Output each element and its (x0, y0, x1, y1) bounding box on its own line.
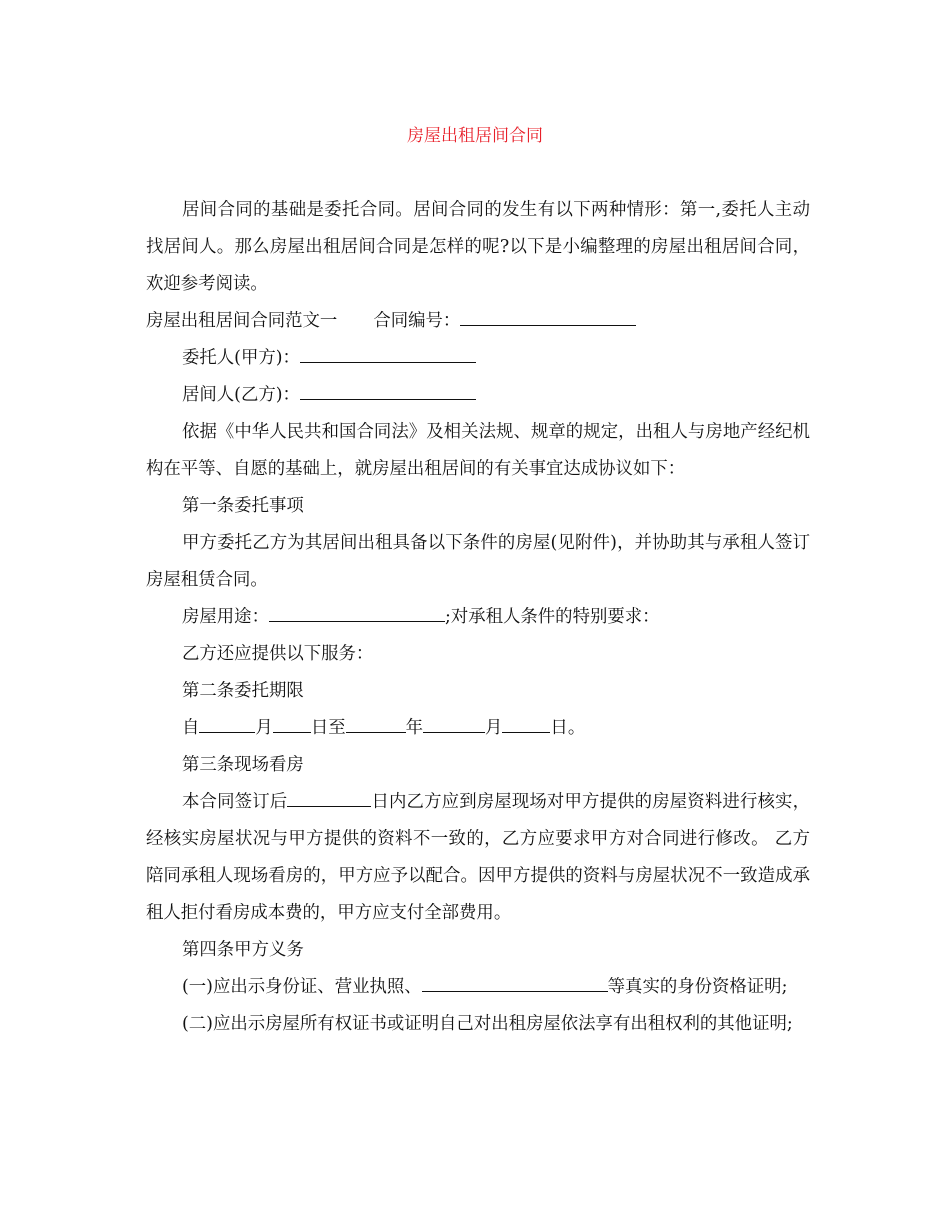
client-line (146, 340, 810, 377)
period-month-1: 月 (255, 718, 273, 738)
article-4-item-1 (146, 969, 810, 1006)
document-body (146, 192, 810, 1043)
period-blank-1 (199, 715, 255, 733)
usage-line (146, 599, 810, 636)
intro-paragraph: 居间合同的基础是委托合同。居间合同的发生有以下两种情形：第一,委托人主动找居间人。那么房屋出租居间合同是怎样的呢?以下是小编整理的房屋出租居间合同，欢迎参考阅读。 (146, 200, 810, 294)
period-blank-3 (346, 715, 406, 733)
period-month-2: 月 (485, 718, 503, 738)
article-3-heading: 第三条现场看房 (182, 755, 304, 775)
article-3-pre: 本合同签订后 (182, 792, 288, 812)
article-1-heading: 第一条委托事项 (182, 496, 304, 516)
period-line (146, 710, 810, 747)
period-blank-4 (423, 715, 485, 733)
contract-no-blank (460, 308, 636, 326)
services-line: 乙方还应提供以下服务： (182, 644, 374, 664)
article-4-item-2: (二)应出示房屋所有权证书或证明自己对出租房屋依法享有出租权利的其他证明; (182, 1014, 793, 1034)
broker-blank (300, 382, 476, 400)
usage-blank (269, 604, 445, 622)
article-3-blank (287, 789, 371, 807)
article-2-heading: 第二条委托期限 (182, 681, 304, 701)
document-title: 房屋出租居间合同 (407, 126, 543, 146)
article-1-text: 甲方委托乙方为其居间出租具备以下条件的房屋(见附件)，并协助其与承租人签订房屋租赁合同。 (146, 533, 810, 590)
broker-label: 居间人(乙方)： (182, 385, 300, 405)
article-4-heading: 第四条甲方义务 (182, 940, 304, 960)
contract-no-label: 合同编号： (373, 311, 461, 331)
usage-rest: ;对承租人条件的特别要求： (444, 607, 660, 627)
period-blank-2 (273, 715, 311, 733)
article-3-text (146, 784, 810, 932)
sample-title: 房屋出租居间合同范文一 (146, 311, 338, 331)
article-3-post: 日内乙方应到房屋现场对甲方提供的房屋资料进行核实，经核实房屋状况与甲方提供的资料不一致的，乙方应要求甲方对合同进行修改。 乙方陪同承租人现场看房的，甲方应予以配合。因甲方提供的资料与房屋状况不一致造成承租人拒付看房成本费的，甲方应支付全部费用。 (146, 792, 810, 923)
basis-paragraph: 依据《中华人民共和国合同法》及相关法规、规章的规定，出租人与房地产经纪机构在平等、自愿的基础上，就房屋出租居间的有关事宜达成协议如下： (146, 422, 810, 479)
client-blank (300, 345, 476, 363)
period-day-1: 日至 (310, 718, 346, 738)
usage-label: 房屋用途： (182, 607, 269, 627)
article-4-item-1-post: 等真实的身份资格证明; (607, 977, 788, 997)
client-label: 委托人(甲方)： (182, 348, 300, 368)
period-from: 自 (182, 718, 200, 738)
period-blank-5 (502, 715, 550, 733)
sample-heading-line (146, 303, 810, 340)
article-4-item-1-blank (422, 974, 608, 992)
period-year: 年 (405, 718, 424, 738)
broker-line (146, 377, 810, 414)
article-4-item-1-pre: (一)应出示身份证、营业执照、 (182, 977, 422, 997)
period-day-2: 日。 (550, 718, 586, 738)
